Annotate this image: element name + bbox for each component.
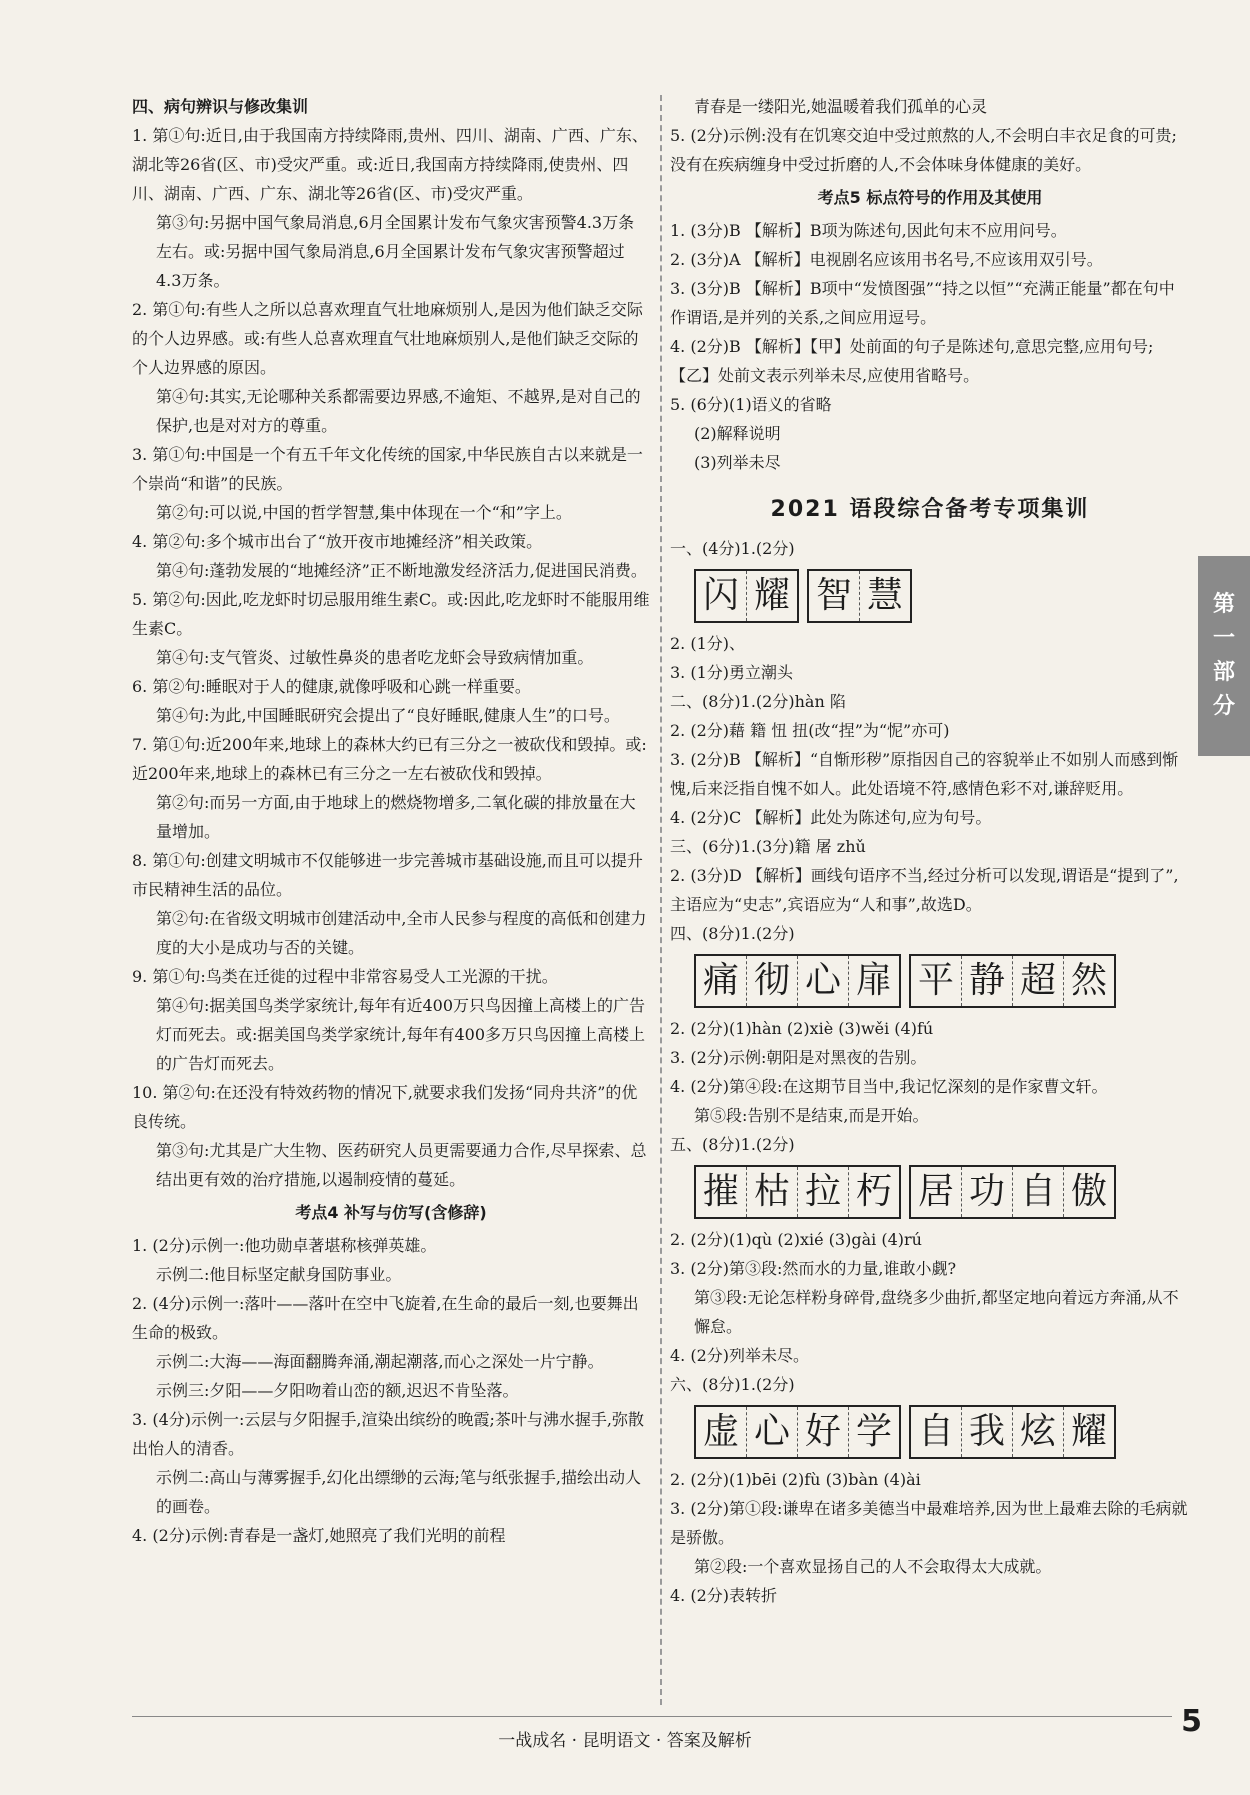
column-divider (660, 95, 662, 1705)
answer-line: 9. 第①句:鸟类在迁徙的过程中非常容易受人工光源的干扰。 (132, 967, 558, 986)
page-number: 5 (1181, 1704, 1202, 1739)
grid-cell: 超 (1013, 956, 1064, 1006)
answer-line: 示例二:大海——海面翻腾奔涌,潮起潮落,而心之深处一片宁静。 (156, 1352, 604, 1371)
answer-line: 二、(8分)1.(2分)hàn 陷 (670, 692, 846, 711)
answer-line: 10. 第②句:在还没有特效药物的情况下,就要求我们发扬“同舟共济”的优良传统。 (132, 1083, 638, 1131)
answer-line: 3. (1分)勇立潮头 (670, 663, 794, 682)
grid-cell: 心 (798, 956, 849, 1006)
side-tab-part-one (1198, 556, 1250, 756)
character-grid-row (694, 1165, 1190, 1219)
right-column-part-b (670, 534, 1190, 1610)
grid-cell: 自 (911, 1407, 962, 1457)
right-column-part-a (670, 92, 1190, 477)
footer-rule (132, 1716, 1172, 1717)
answer-line: 2. (3分)A 【解析】电视剧名应该用书名号,不应该用双引号。 (670, 250, 1103, 269)
answer-line: 3. (2分)示例:朝阳是对黑夜的告别。 (670, 1048, 927, 1067)
answer-line: 示例三:夕阳——夕阳吻着山峦的额,迟迟不肯坠落。 (156, 1381, 519, 1400)
answer-line: 1. (2分)示例一:他功勋卓著堪称核弹英雄。 (132, 1236, 437, 1255)
character-grid (694, 954, 901, 1008)
answer-line: 第④句:为此,中国睡眠研究会提出了“良好睡眠,健康人生”的口号。 (156, 706, 620, 725)
side-tab-char: 分 (1212, 694, 1235, 719)
answer-line: 3. (2分)第①段:谦卑在诸多美德当中最难培养,因为世上最难去除的毛病就是骄傲。 (670, 1499, 1188, 1547)
section-title: 2021 语段综合备考专项集训 (770, 497, 1090, 522)
answer-line: 2. (2分)(1)qù (2)xié (3)gài (4)rú (670, 1230, 922, 1249)
answer-line: 4. (2分)表转折 (670, 1586, 778, 1605)
answer-line: 4. (2分)第④段:在这期节目当中,我记忆深刻的是作家曹文轩。 (670, 1077, 1108, 1096)
answer-line: 第④句:其实,无论哪种关系都需要边界感,不逾矩、不越界,是对自己的保护,也是对对方的尊重。 (156, 387, 641, 435)
character-grid-row (694, 954, 1190, 1008)
answer-line: (3)列举未尽 (694, 453, 781, 472)
answer-line: 1. 第①句:近日,由于我国南方持续降雨,贵州、四川、湖南、广西、广东、湖北等26省(区、市)受灾严重。或:近日,我国南方持续降雨,使贵州、四川、湖南、广西、广东、湖北等26省(区、市)受灾严重。 (132, 126, 648, 203)
character-grid (909, 1165, 1116, 1219)
character-grid-row (694, 569, 1190, 623)
grid-cell: 静 (962, 956, 1013, 1006)
answer-line: 2. (1分)、 (670, 634, 746, 653)
answer-line: 第②段:一个喜欢显扬自己的人不会取得太大成就。 (694, 1557, 1052, 1576)
grid-cell: 拉 (798, 1167, 849, 1217)
answer-line: 2. (3分)D 【解析】画线句语序不当,经过分析可以发现,谓语是“提到了”,主语应为“史志”,宾语应为“人和事”,故选D。 (670, 866, 1179, 914)
answer-line: 5. 第②句:因此,吃龙虾时切忌服用维生素C。或:因此,吃龙虾时不能服用维生素C。 (132, 590, 650, 638)
grid-cell: 功 (962, 1167, 1013, 1217)
answer-line: 6. 第②句:睡眠对于人的健康,就像呼吸和心跳一样重要。 (132, 677, 531, 696)
grid-cell: 好 (798, 1407, 849, 1457)
grid-cell: 痛 (696, 956, 747, 1006)
answer-line: 第③句:另据中国气象局消息,6月全国累计发布气象灾害预警4.3万条左右。或:另据中国气象局消息,6月全国累计发布气象灾害预警超过4.3万条。 (156, 213, 635, 290)
answer-line: 第④句:支气管炎、过敏性鼻炎的患者吃龙虾会导致病情加重。 (156, 648, 594, 667)
grid-cell: 耀 (753, 575, 790, 616)
answer-line: 3. (4分)示例一:云层与夕阳握手,渲染出缤纷的晚霞;茶叶与沸水握手,弥散出怡人的清香。 (132, 1410, 644, 1458)
answer-line: 2. (4分)示例一:落叶——落叶在空中飞旋着,在生命的最后一刻,也要舞出生命的极致。 (132, 1294, 639, 1342)
grid-cell: 耀 (1070, 1411, 1107, 1452)
grid-cell: 闪 (696, 571, 747, 621)
answer-line: 3. (3分)B 【解析】B项中“发愤图强”“持之以恒”“充满正能量”都在句中作谓语,是并列的关系,之间应用逗号。 (670, 279, 1175, 327)
answer-line: 第③段:无论怎样粉身碎骨,盘绕多少曲折,都坚定地向着远方奔涌,从不懈怠。 (694, 1288, 1179, 1336)
answer-line: 2. (2分)藉 籍 忸 扭(改“捏”为“怩”亦可) (670, 721, 950, 740)
answer-line: 3. 第①句:中国是一个有五千年文化传统的国家,中华民族自古以来就是一个崇尚“和谐”的民族。 (132, 445, 643, 493)
character-grid (807, 569, 912, 623)
answer-line: 4. 第②句:多个城市出台了“放开夜市地摊经济”相关政策。 (132, 532, 543, 551)
side-tab-char: 第 (1212, 592, 1235, 617)
answer-line: 4. (2分)C 【解析】此处为陈述句,应为句号。 (670, 808, 992, 827)
grid-cell: 傲 (1070, 1171, 1107, 1212)
grid-cell: 慧 (866, 575, 903, 616)
character-grid (909, 1405, 1116, 1459)
right-column (670, 92, 1190, 1610)
answer-line: 2. (2分)(1)bēi (2)fù (3)bàn (4)ài (670, 1470, 921, 1489)
grid-cell: 朽 (855, 1171, 892, 1212)
character-grid (694, 569, 799, 623)
character-grid-row (694, 1405, 1190, 1459)
answer-line: (2)解释说明 (694, 424, 781, 443)
answer-line: 第④句:蓬勃发展的“地摊经济”正不断地激发经济活力,促进国民消费。 (156, 561, 647, 580)
answer-line: 5. (6分)(1)语义的省略 (670, 395, 832, 414)
answer-line: 4. (2分)示例:青春是一盏灯,她照亮了我们光明的前程 (132, 1526, 506, 1545)
character-grid (694, 1165, 901, 1219)
left-column (132, 92, 650, 1550)
grid-cell: 炫 (1013, 1407, 1064, 1457)
answer-line: 4. (2分)B 【解析】【甲】处前面的句子是陈述句,意思完整,应用句号;【乙】处前文表示列举未尽,应使用省略号。 (670, 337, 1154, 385)
subsection-heading: 考点5 标点符号的作用及其使用 (817, 188, 1043, 207)
side-tab-char: 一 (1212, 626, 1235, 651)
grid-cell: 平 (911, 956, 962, 1006)
grid-cell: 心 (747, 1407, 798, 1457)
answer-line: 第⑤段:告别不是结束,而是开始。 (694, 1106, 929, 1125)
answer-line: 3. (2分)B 【解析】“自惭形秽”原指因自己的容貌举止不如别人而感到惭愧,后来泛指自愧不如人。此处语境不符,感情色彩不对,谦辞贬用。 (670, 750, 1179, 798)
answer-line: 一、(4分)1.(2分) (670, 539, 795, 558)
grid-cell: 我 (962, 1407, 1013, 1457)
answer-line: 第②句:而另一方面,由于地球上的燃烧物增多,二氧化碳的排放量在大量增加。 (156, 793, 636, 841)
answer-line: 第②句:在省级文明城市创建活动中,全市人民参与程度的高低和创建力度的大小是成功与否的关键。 (156, 909, 647, 957)
answer-line: 示例二:他目标坚定献身国防事业。 (156, 1265, 402, 1284)
answer-line: 第④句:据美国鸟类学家统计,每年有近400万只鸟因撞上高楼上的广告灯而死去。或:据美国鸟类学家统计,每年有400多万只鸟因撞上高楼上的广告灯而死去。 (156, 996, 646, 1073)
answer-line: 五、(8分)1.(2分) (670, 1135, 795, 1154)
answer-line: 7. 第①句:近200年来,地球上的森林大约已有三分之一被砍伐和毁掉。或:近200年来,地球上的森林已有三分之一左右被砍伐和毁掉。 (132, 735, 647, 783)
answer-line: 3. (2分)第③段:然而水的力量,谁敢小觑? (670, 1259, 957, 1278)
answer-line: 三、(6分)1.(3分)籍 屠 zhǔ (670, 837, 866, 856)
grid-cell: 枯 (747, 1167, 798, 1217)
side-tab-char: 部 (1212, 660, 1235, 685)
answer-line: 5. (2分)示例:没有在饥寒交迫中受过煎熬的人,不会明白丰衣足食的可贵;没有在疾病缠身中受过折磨的人,不会体味身体健康的美好。 (670, 126, 1177, 174)
answer-line: 四、(8分)1.(2分) (670, 924, 795, 943)
answer-line: 第③句:尤其是广大生物、医药研究人员更需要通力合作,尽早探索、总结出更有效的治疗措施,以遏制疫情的蔓延。 (156, 1141, 647, 1189)
answer-line: 8. 第①句:创建文明城市不仅能够进一步完善城市基础设施,而且可以提升市民精神生活的品位。 (132, 851, 643, 899)
answer-line: 第②句:可以说,中国的哲学智慧,集中体现在一个“和”字上。 (156, 503, 572, 522)
answer-line: 青春是一缕阳光,她温暖着我们孤单的心灵 (694, 97, 988, 116)
grid-cell: 虚 (696, 1407, 747, 1457)
section-heading: 四、病句辨识与修改集训 (132, 97, 309, 116)
subsection-heading: 考点4 补写与仿写(含修辞) (295, 1203, 487, 1222)
answer-line: 六、(8分)1.(2分) (670, 1375, 795, 1394)
answer-line: 2. 第①句:有些人之所以总喜欢理直气壮地麻烦别人,是因为他们缺乏交际的个人边界感。或:有些人总喜欢理直气壮地麻烦别人,是他们缺乏交际的个人边界感的原因。 (132, 300, 643, 377)
answer-line: 4. (2分)列举未尽。 (670, 1346, 810, 1365)
grid-cell: 摧 (696, 1167, 747, 1217)
answer-line: 示例二:高山与薄雾握手,幻化出缥缈的云海;笔与纸张握手,描绘出动人的画卷。 (156, 1468, 641, 1516)
answer-line: 1. (3分)B 【解析】B项为陈述句,因此句末不应用问号。 (670, 221, 1067, 240)
grid-cell: 然 (1070, 960, 1107, 1001)
grid-cell: 扉 (855, 960, 892, 1001)
grid-cell: 彻 (747, 956, 798, 1006)
grid-cell: 学 (855, 1411, 892, 1452)
character-grid (694, 1405, 901, 1459)
footer-text: 一战成名 · 昆明语文 · 答案及解析 (498, 1731, 752, 1751)
grid-cell: 自 (1013, 1167, 1064, 1217)
grid-cell: 居 (911, 1167, 962, 1217)
answer-line: 2. (2分)(1)hàn (2)xiè (3)wěi (4)fú (670, 1019, 934, 1038)
grid-cell: 智 (809, 571, 860, 621)
character-grid (909, 954, 1116, 1008)
